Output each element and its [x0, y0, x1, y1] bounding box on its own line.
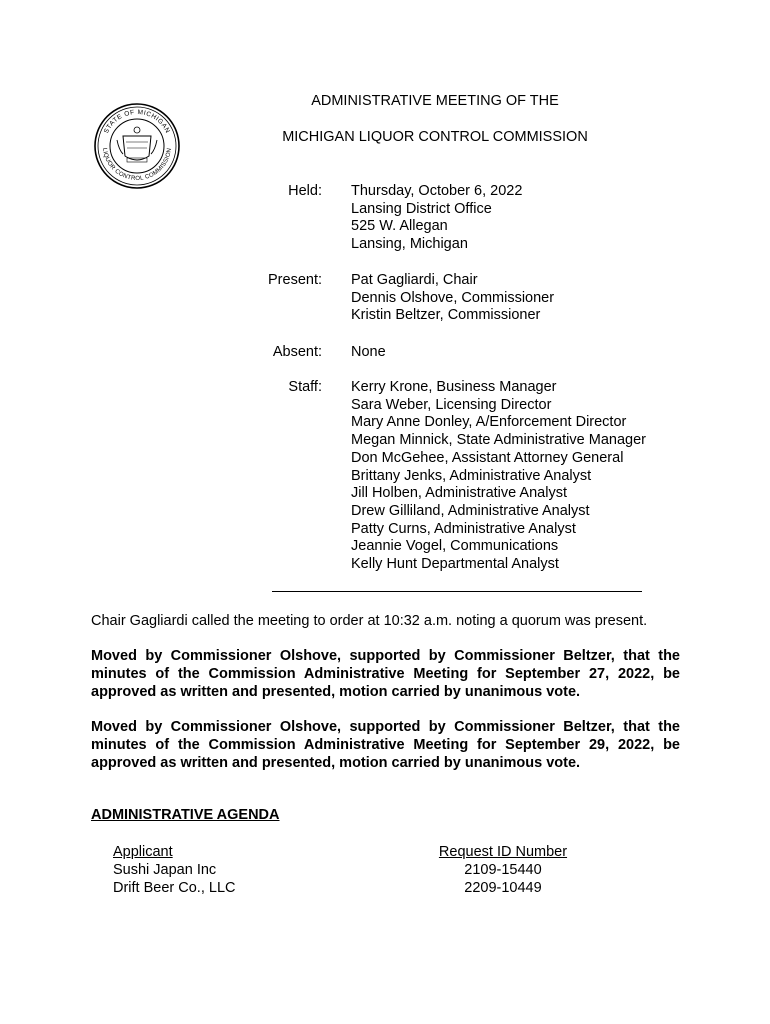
svg-text:STATE OF MICHIGAN: STATE OF MICHIGAN [102, 108, 172, 135]
staff-member: Kelly Hunt Departmental Analyst [351, 556, 559, 573]
agenda-table [113, 843, 613, 897]
staff-member: Mary Anne Donley, A/Enforcement Director [351, 414, 627, 431]
applicant-column-header: Applicant [113, 844, 173, 860]
staff-member: Don McGehee, Assistant Attorney General [351, 449, 624, 466]
request-id-column-header: Request ID Number [438, 844, 568, 860]
absent-list [351, 344, 731, 362]
staff-member: Patty Curns, Administrative Analyst [351, 520, 576, 537]
present-list [351, 272, 731, 325]
header-line-1: ADMINISTRATIVE MEETING OF THE [311, 93, 559, 109]
present-label: Present: [268, 272, 322, 288]
motion-minutes-sept-29: Moved by Commissioner Olshove, supported by Commissioner Beltzer, that the minutes of the Commission Administrative Meeting for September 29, 2022, be approved as written and presented, motion carried by unanimous vote. [91, 719, 680, 771]
held-line: Lansing District Office [351, 200, 492, 217]
request-id-cell: 2209-10449 [464, 880, 542, 896]
call-to-order-text: Chair Gagliardi called the meeting to order at 10:32 a.m. noting a quorum was present. [91, 613, 648, 629]
svg-text:LIQUOR CONTROL COMMISSION: LIQUOR CONTROL COMMISSION [101, 147, 173, 183]
divider-rule [272, 591, 642, 592]
staff-member: Kerry Krone, Business Manager [351, 379, 557, 395]
motion-minutes-sept-27: Moved by Commissioner Olshove, supported by Commissioner Beltzer, that the minutes of the Commission Administrative Meeting for September 27, 2022, be approved as written and presented, motion carried by unanimous vote. [91, 648, 680, 700]
staff-member: Brittany Jenks, Administrative Analyst [351, 467, 592, 484]
applicant-cell: Sushi Japan Inc [113, 862, 217, 878]
staff-member: Jill Holben, Administrative Analyst [351, 485, 567, 502]
held-line: Thursday, October 6, 2022 [351, 183, 523, 199]
held-line: 525 W. Allegan [351, 218, 448, 235]
staff-member: Sara Weber, Licensing Director [351, 396, 552, 413]
agenda-header-row [113, 843, 613, 861]
staff-member: Drew Gilliland, Administrative Analyst [351, 502, 590, 519]
staff-list [351, 379, 731, 574]
table-row [113, 861, 613, 879]
agenda-heading: ADMINISTRATIVE AGENDA [91, 807, 280, 823]
absent-label: Absent: [272, 344, 322, 360]
absent-member: None [351, 344, 386, 360]
present-member: Kristin Beltzer, Commissioner [351, 307, 541, 324]
michigan-lcc-seal-icon [93, 102, 181, 190]
staff-member: Megan Minnick, State Administrative Manager [351, 432, 646, 449]
present-member: Dennis Olshove, Commissioner [351, 289, 555, 306]
applicant-cell: Drift Beer Co., LLC [113, 880, 236, 896]
table-row [113, 879, 613, 897]
held-details [351, 183, 731, 254]
present-member: Pat Gagliardi, Chair [351, 272, 478, 288]
staff-member: Jeannie Vogel, Communications [351, 538, 559, 555]
request-id-cell: 2109-15440 [464, 862, 542, 878]
held-line: Lansing, Michigan [351, 236, 468, 253]
header-line-2: MICHIGAN LIQUOR CONTROL COMMISSION [282, 129, 588, 145]
staff-label: Staff: [288, 379, 322, 395]
held-label: Held: [288, 183, 322, 199]
